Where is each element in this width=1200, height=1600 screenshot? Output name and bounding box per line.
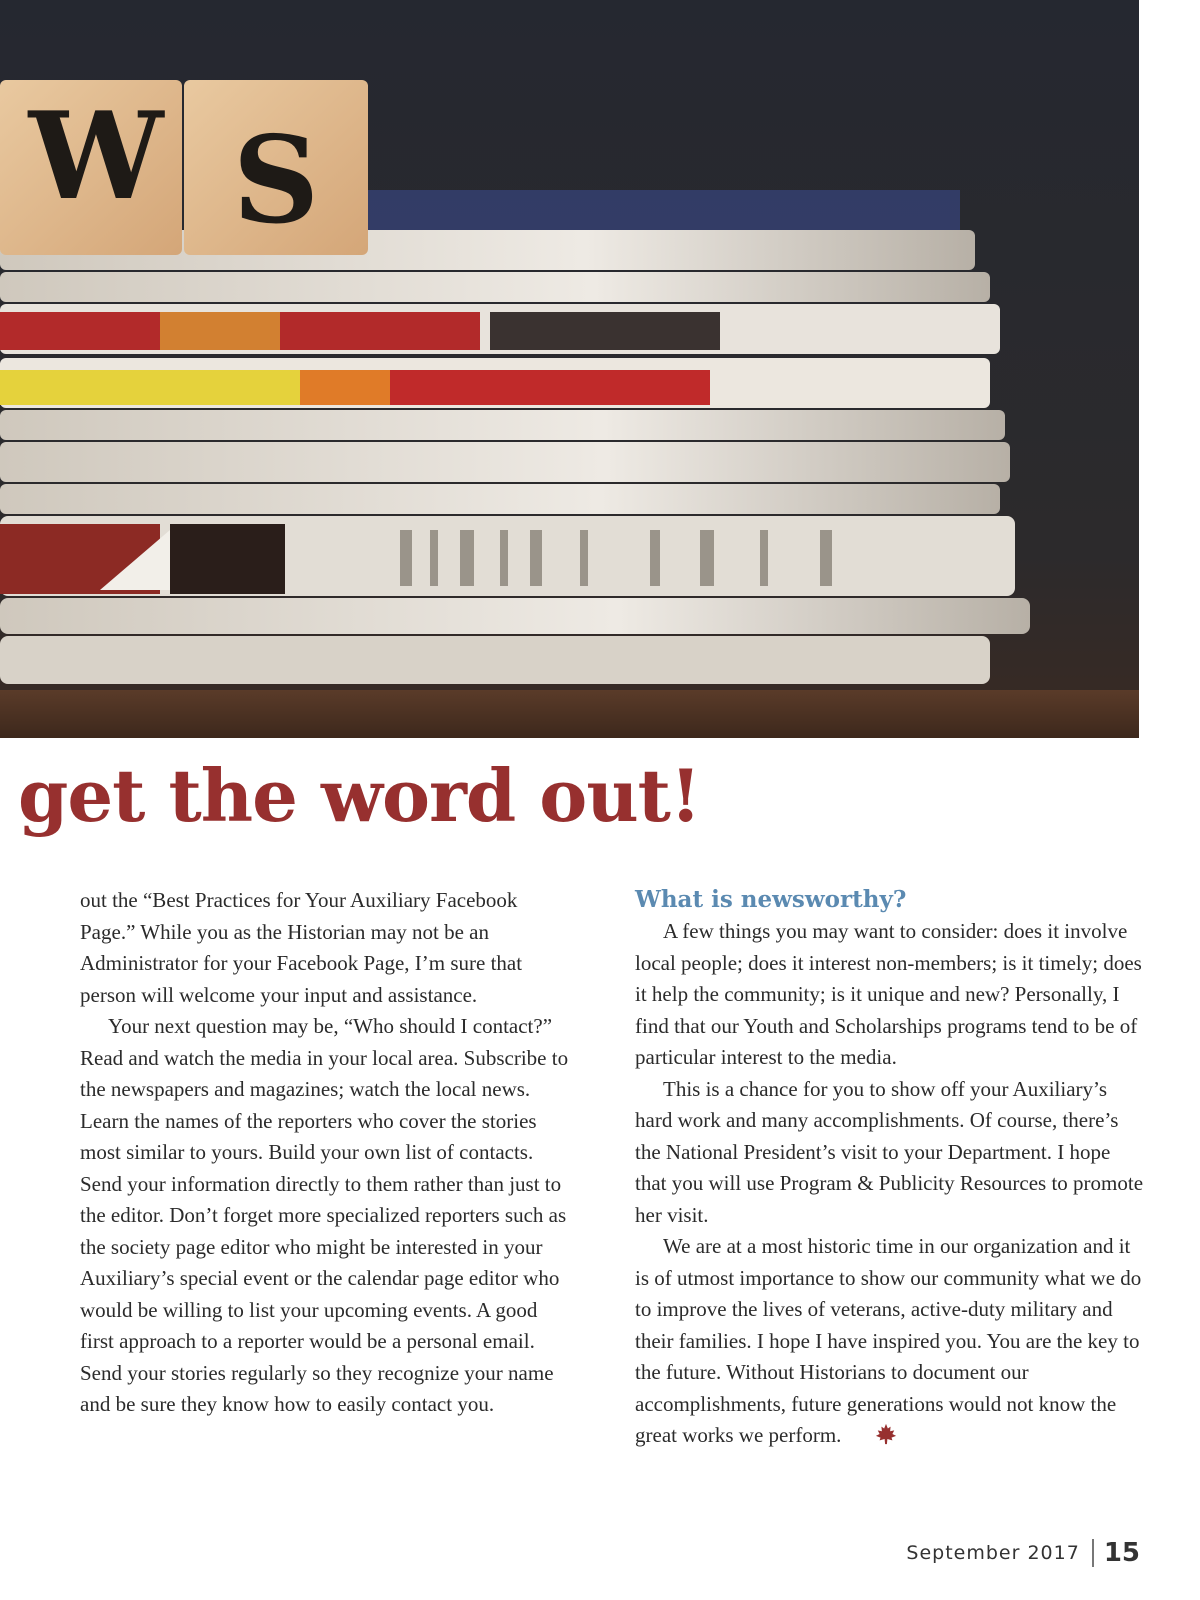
right-paragraph-2: This is a chance for you to show off your Auxiliary’s hard work and many accomplishments. Of course, there’s the National President’s visit to your Department. I hope that you will use Program & Publicity Resources to promote her visit. (635, 1076, 1144, 1227)
stacked-newspapers (0, 230, 1030, 684)
page-title: get the word out! (18, 753, 701, 838)
letter-tile-s (184, 80, 368, 255)
left-column (80, 885, 570, 1421)
tile-letter-s: S (232, 110, 320, 251)
right-paragraph-3-wrap (635, 1231, 1145, 1455)
right-paragraph-3: We are at a most historic time in our organization and it is of utmost importance to show our community what we do to improve the lives of veterans, active-duty military and their families. I hope I have inspired you. You are the key to the future. Without Historians to document our accomplishments, future generations would not know the great works we perform. (635, 1234, 1142, 1447)
right-column (635, 884, 1145, 1455)
right-paragraph-1: A few things you may want to consider: does it involve local people; does it interest non-members; is it timely; does it help the community; is it unique and new? Personally, I find that our Youth and Scholarships programs tend to be of particular interest to the media. (635, 919, 1142, 1069)
tile-letter-w: W (28, 86, 164, 227)
page-footer (906, 1538, 1140, 1568)
left-paragraph-1: out the “Best Practices for Your Auxiliary Facebook Page.” While you as the Historian may not be an Administrator for your Facebook Page, I’m sure that person will welcome your input and assistance. (80, 888, 523, 1007)
footer-divider (1092, 1539, 1094, 1567)
maple-leaf-icon (847, 1423, 897, 1455)
issue-date: September 2017 (906, 1542, 1080, 1564)
left-paragraph-2: Your next question may be, “Who should I contact?” Read and watch the media in your local area. Subscribe to the newspapers and magazines; watch the local news. Learn the names of the reporters who cover the stories most similar to yours. Build your own list of contacts. Send your information directly to them rather than just to the editor. Don’t forget more specialized reporters such as the society page editor who might be interested in your Auxiliary’s special event or the calendar page editor who would be willing to list your upcoming events. A good first approach to a reporter would be a personal email. Send your stories regularly so they recognize your name and be sure they know how to easily contact you. (80, 1014, 569, 1416)
letter-tile-w (0, 80, 182, 255)
newspaper-stack-photo (0, 0, 1139, 738)
page-number: 15 (1103, 1538, 1140, 1568)
section-heading: What is newsworthy? (635, 886, 907, 913)
